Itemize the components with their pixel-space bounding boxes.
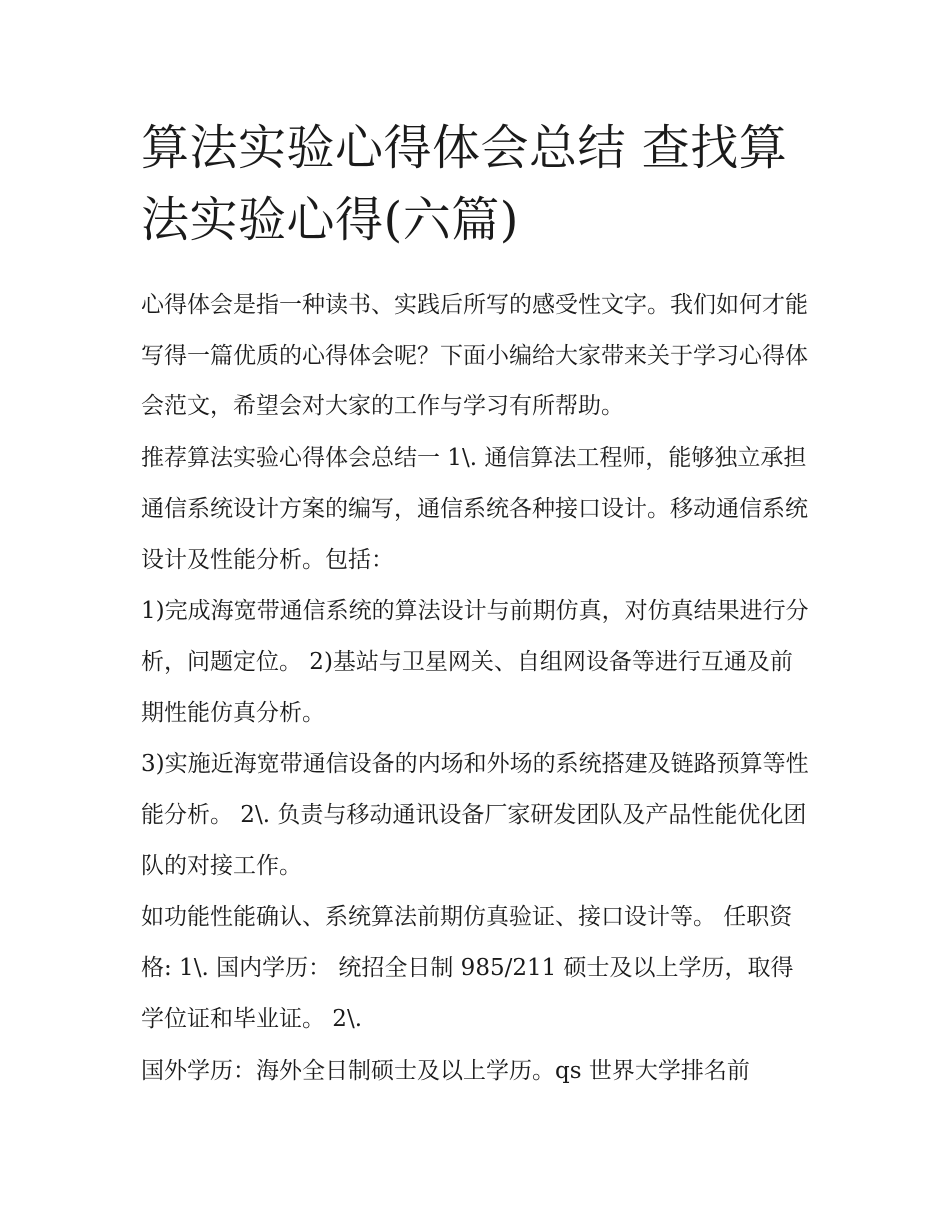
paragraph-job-description: 推荐算法实验心得体会总结一 1\. 通信算法工程师，能够独立承担通信系统设计方案的编写，通信系统各种接口设计。移动通信系统设计及性能分析。包括： bbox=[141, 445, 808, 573]
paragraph-duties-3: 3)实施近海宽带通信设备的内场和外场的系统搭建及链路预算等性能分析。 2\. 负责与移动通讯设备厂家研发团队及产品性能优化团队的对接工作。 bbox=[141, 751, 809, 879]
paragraph-overseas-education: 国外学历：海外全日制硕士及以上学历。qs 世界大学排名前 bbox=[141, 1057, 750, 1084]
paragraph-intro: 心得体会是指一种读书、实践后所写的感受性文字。我们如何才能写得一篇优质的心得体会呢？下面小编给大家带来关于学习心得体会范文，希望会对大家的工作与学习有所帮助。 bbox=[141, 292, 808, 420]
paragraph-duties-1-2: 1)完成海宽带通信系统的算法设计与前期仿真，对仿真结果进行分析，问题定位。 2)基站与卫星网关、自组网设备等进行互通及前期性能仿真分析。 bbox=[141, 598, 809, 726]
document-body bbox=[141, 280, 813, 1097]
document-title: 算法实验心得体会总结 查找算法实验心得(六篇) bbox=[141, 120, 788, 248]
paragraph-qualifications: 如功能性能确认、系统算法前期仿真验证、接口设计等。 任职资格: 1\. 国内学历： 统招全日制 985/211 硕士及以上学历，取得学位证和毕业证。 2\. bbox=[141, 904, 794, 1032]
